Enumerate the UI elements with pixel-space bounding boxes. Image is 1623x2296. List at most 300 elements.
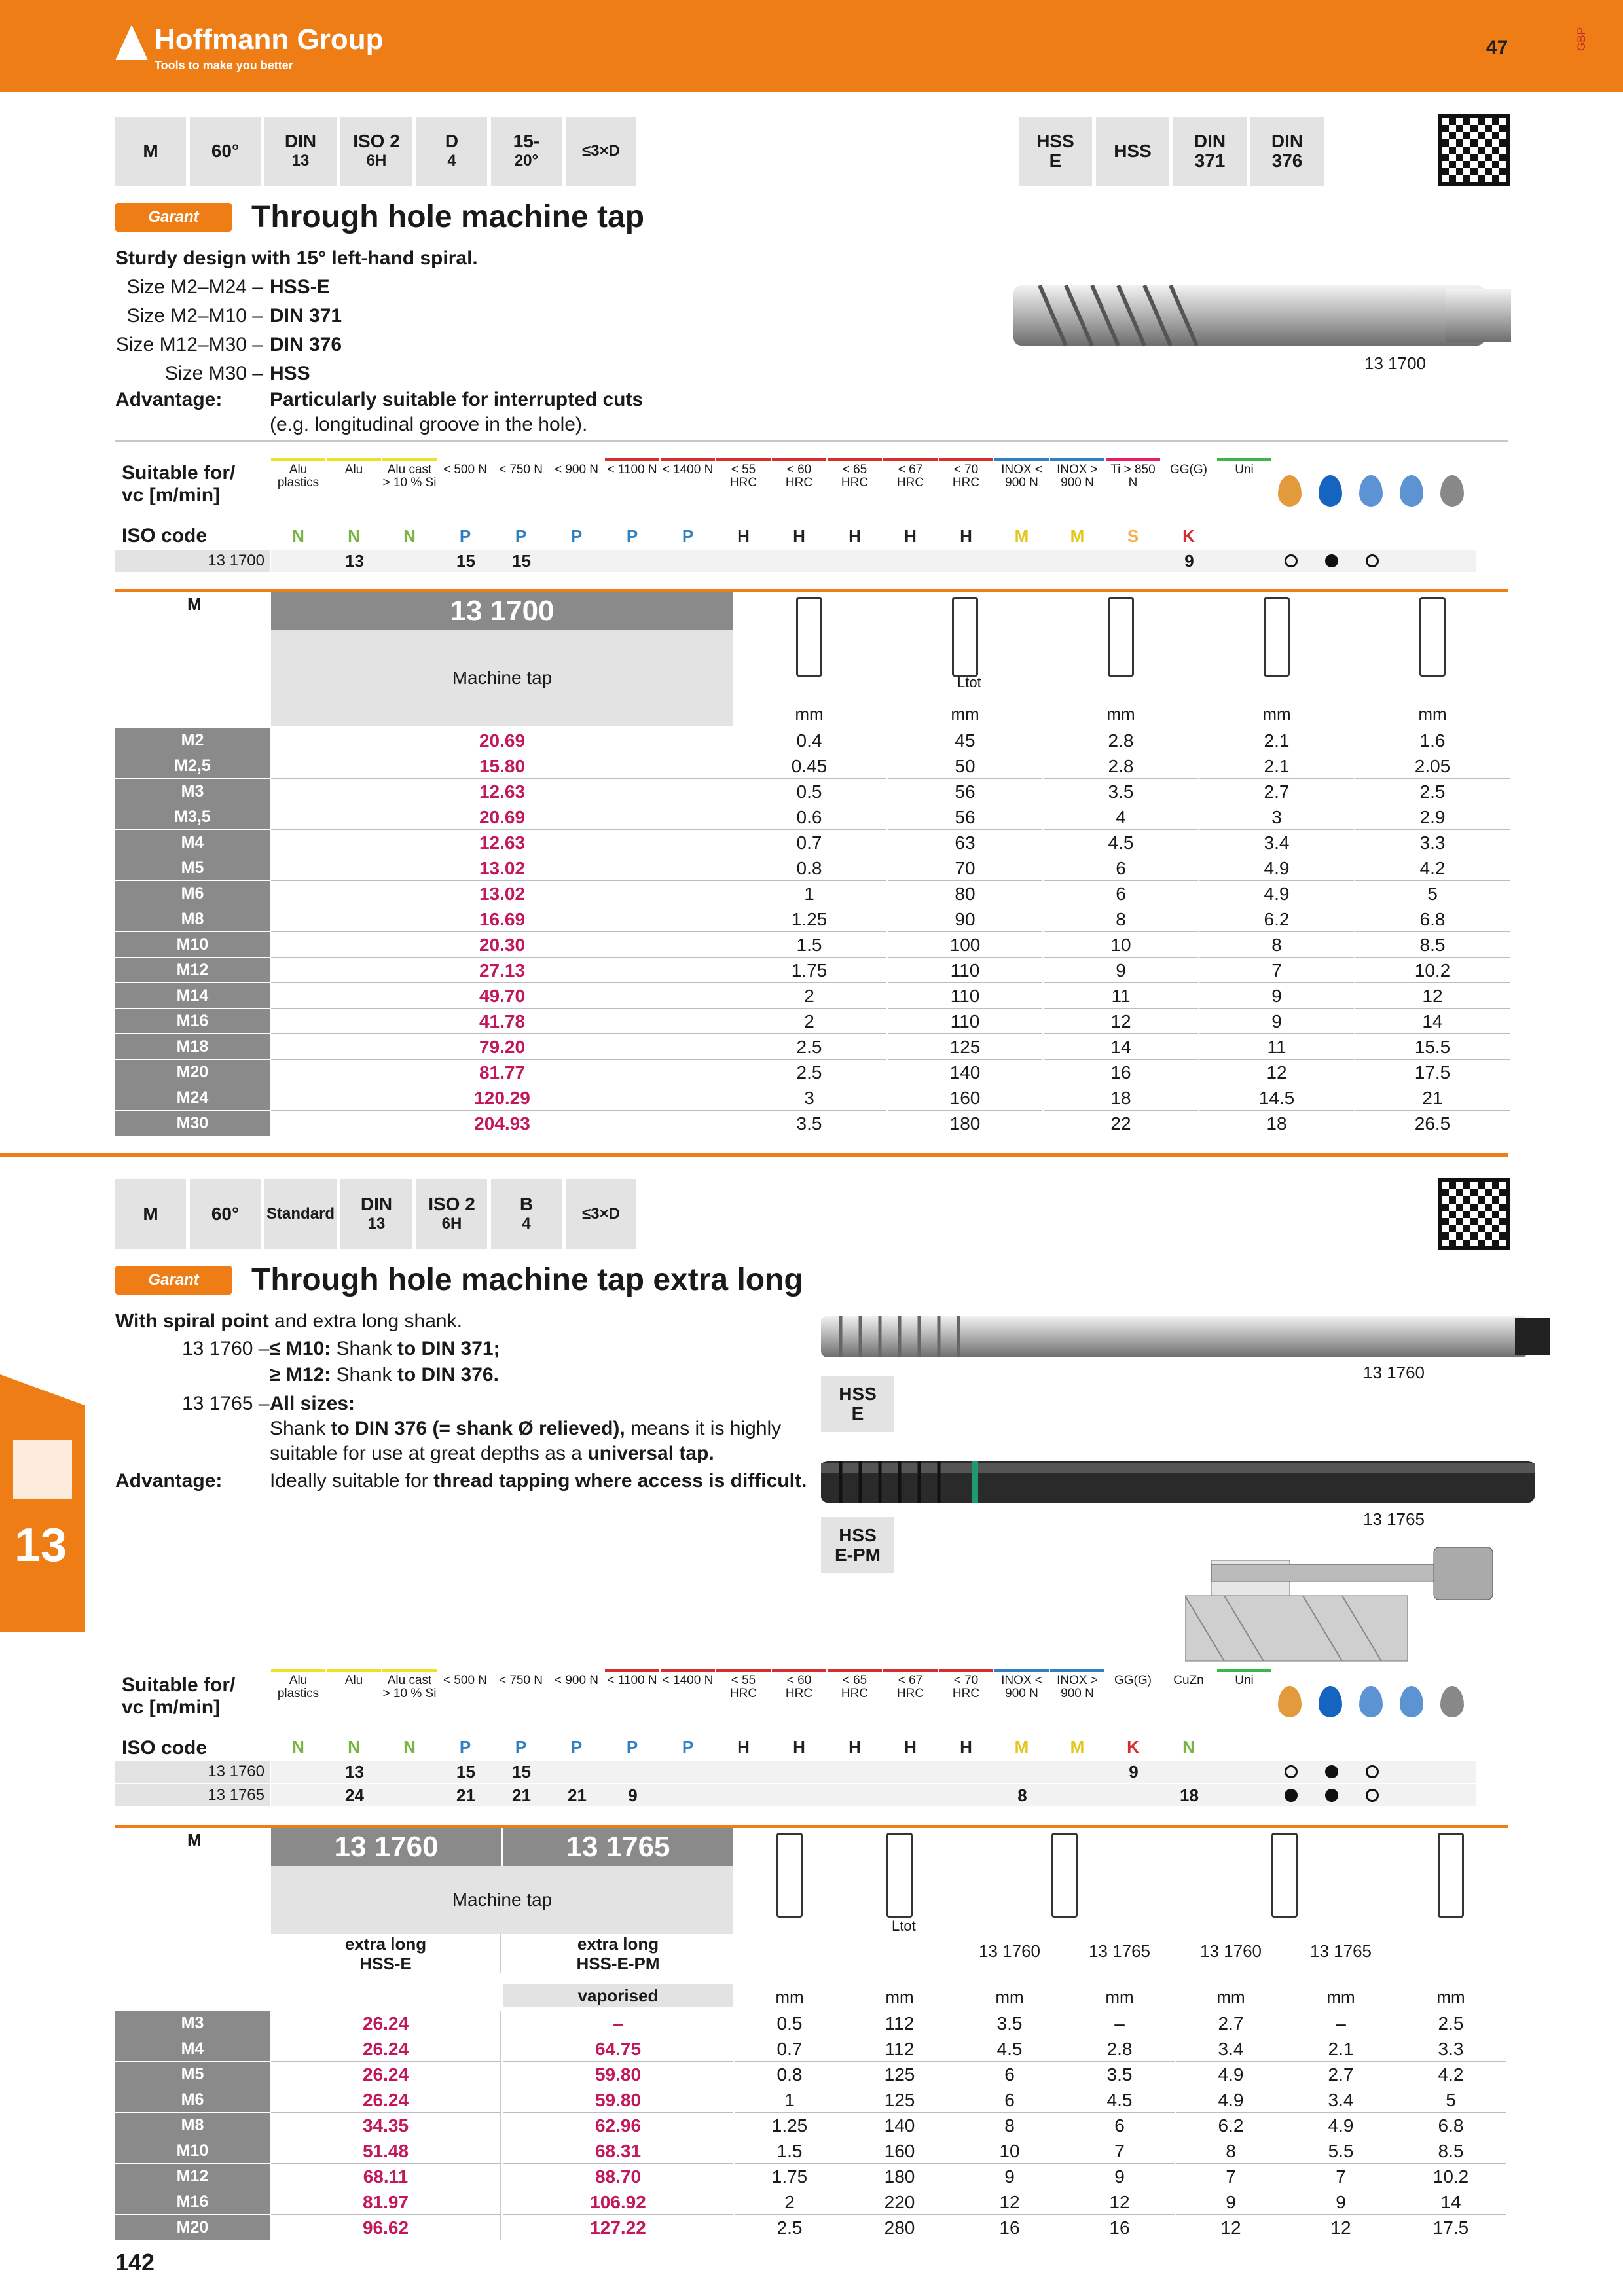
dimension-value: 2.5 <box>732 1060 886 1085</box>
dimension-value: 2.7 <box>1176 2011 1286 2036</box>
size-range: Size M2–M10 – <box>126 305 263 327</box>
dimension-value: 15.5 <box>1355 1034 1510 1060</box>
product-code: 13 1760 <box>115 1761 270 1783</box>
advantage-text-1: Particularly suitable for interrupted cuts <box>270 389 644 410</box>
advantage-text-2: Ideally suitable for thread tapping where access is difficult. <box>270 1470 807 1492</box>
size-spec: DIN 371 <box>270 305 342 327</box>
spec-symbol-top: 60° <box>211 141 240 161</box>
iso-code: P <box>515 526 527 546</box>
spec-symbol <box>566 1179 636 1249</box>
iso-code: N <box>403 526 416 546</box>
spec-symbol-top: ISO 2 <box>353 131 400 151</box>
price[interactable]: 120.29 <box>271 1085 733 1111</box>
iso-code: N <box>348 526 360 546</box>
dimension-value: 2.1 <box>1199 753 1354 779</box>
dimension-value: 12 <box>1176 2215 1286 2240</box>
drill-icon <box>13 1440 72 1499</box>
spec-symbol <box>115 117 186 186</box>
suitable-label-2: Suitable for/ vc [m/min] <box>122 1674 236 1718</box>
spec-symbol-top: DIN <box>360 1194 393 1214</box>
material-column-head: Uni <box>1217 463 1271 521</box>
code-line-1765: 13 1765 – <box>182 1393 270 1414</box>
dimension-value: 110 <box>888 958 1042 983</box>
dimension-value: 16 <box>1044 1060 1198 1085</box>
price-hss-e-pm[interactable]: 88.70 <box>503 2164 733 2189</box>
dimension-value: 26.5 <box>1355 1111 1510 1136</box>
dimension-value: 110 <box>888 1009 1042 1034</box>
material-column-head: CuZn <box>1161 1674 1216 1732</box>
brand-name: Hoffmann Group <box>155 24 384 56</box>
material-column-head: < 750 N <box>494 1674 548 1732</box>
dimension-value: 4.9 <box>1176 2062 1286 2087</box>
spec-symbol-top: 15- <box>513 131 540 151</box>
lubricant-dot <box>1366 554 1379 567</box>
size-label: M10 <box>115 2138 270 2164</box>
cutting-speed: 9 <box>1184 551 1194 571</box>
size-spec: HSS-E <box>270 276 330 298</box>
size-label: M5 <box>115 2062 270 2087</box>
lubricant-dot <box>1325 1765 1338 1778</box>
price[interactable]: 20.69 <box>271 728 733 753</box>
dimension-value: 12 <box>955 2189 1065 2215</box>
dimension-value: 0.4 <box>732 728 886 753</box>
spec-symbol-bottom: 6H <box>366 152 387 170</box>
mat-badge-hss-e: HSS E <box>821 1376 894 1432</box>
material-column-head: Ti > 850 N <box>1106 463 1160 521</box>
table-head-1: 13 1700 <box>271 592 733 630</box>
unit-label: mm <box>885 1987 914 2007</box>
spec-symbol-bottom: 4 <box>522 1215 531 1232</box>
material-color-bar <box>994 1669 1049 1672</box>
material-column-head: < 60 HRC <box>772 463 826 521</box>
iso-code: P <box>570 526 583 546</box>
dimension-value: 6 <box>955 2087 1065 2113</box>
dimension-value: 110 <box>888 983 1042 1009</box>
material-color-bar <box>939 458 993 461</box>
dimension-value: 6.2 <box>1199 906 1354 932</box>
dimension-value: 4.2 <box>1355 855 1510 881</box>
dimension-value: 11 <box>1199 1034 1354 1060</box>
dimension-value: 140 <box>845 2113 955 2138</box>
dimension-value: 2.1 <box>1199 728 1354 753</box>
air-icon <box>1440 1686 1464 1717</box>
material-column-head: < 1400 N <box>661 1674 715 1732</box>
iso-code: N <box>1182 1737 1195 1757</box>
material-color-bar <box>1050 458 1104 461</box>
dimension-value: 0.7 <box>735 2036 845 2062</box>
oil-drop-icon <box>1278 1686 1302 1717</box>
iso-code: H <box>904 526 917 546</box>
material-color-bar <box>271 458 325 461</box>
language-code: GBP <box>1575 27 1588 51</box>
material-column-head: INOX < 900 N <box>994 463 1049 521</box>
dimension-value: 16 <box>955 2215 1065 2240</box>
price[interactable]: 13.02 <box>271 855 733 881</box>
spec-symbol-top: 60° <box>211 1204 240 1224</box>
unit-label: mm <box>1262 704 1291 724</box>
iso-code: M <box>1070 526 1085 546</box>
spec-symbol <box>491 117 562 186</box>
price-hss-e[interactable]: 96.62 <box>271 2215 501 2240</box>
material-column-head: INOX > 900 N <box>1050 463 1104 521</box>
thread-pitch-icon <box>796 597 822 677</box>
material-badge: HSS E <box>1019 117 1092 186</box>
dimension-value: 1.6 <box>1355 728 1510 753</box>
size-spec: DIN 376 <box>270 334 342 355</box>
iso-label-2: ISO code <box>122 1737 208 1759</box>
dimension-value: 112 <box>845 2036 955 2062</box>
price[interactable]: 204.93 <box>271 1111 733 1136</box>
dimension-value: 3 <box>732 1085 886 1111</box>
dimension-value: 180 <box>845 2164 955 2189</box>
material-color-bar <box>605 1669 659 1672</box>
size-label: M4 <box>115 2036 270 2062</box>
spec-symbol-bottom: 6H <box>441 1215 462 1232</box>
size-label: M10 <box>115 932 270 958</box>
size-label: M2 <box>115 728 270 753</box>
dimension-value: 2.05 <box>1355 753 1510 779</box>
price-hss-e[interactable]: 81.97 <box>271 2189 501 2215</box>
dimension-value: 1.5 <box>732 932 886 958</box>
price-hss-e[interactable]: 68.11 <box>271 2164 501 2189</box>
dimension-value: 1.5 <box>735 2138 845 2164</box>
dimension-value: 3.3 <box>1355 830 1510 855</box>
price[interactable]: 81.77 <box>271 1060 733 1085</box>
material-color-bar <box>438 1669 492 1672</box>
iso-code: H <box>793 1737 805 1757</box>
price-hss-e-pm[interactable]: 59.80 <box>503 2087 733 2113</box>
dimension-value: 2 <box>732 983 886 1009</box>
shank-line: Shank to DIN 376 (= shank Ø relieved), means it is highly <box>270 1418 782 1439</box>
price-hss-e-pm[interactable]: 62.96 <box>503 2113 733 2138</box>
dimension-value: 4.5 <box>955 2036 1065 2062</box>
dimension-code: 13 1760 <box>979 1941 1040 1961</box>
material-color-bar <box>327 458 381 461</box>
dimension-value: 6 <box>1065 2113 1175 2138</box>
spec-symbol-bottom: Standard <box>266 1205 335 1223</box>
iso-code: P <box>570 1737 583 1757</box>
price-hss-e-pm[interactable]: – <box>503 2011 733 2036</box>
material-column-head: < 70 HRC <box>939 1674 993 1732</box>
dimension-value: 4.5 <box>1044 830 1198 855</box>
material-color-bar <box>661 1669 715 1672</box>
ltot-label: Ltot <box>957 674 981 691</box>
iso-code: H <box>960 526 972 546</box>
spec-symbol-bottom: 20° <box>514 152 539 170</box>
material-color-bar <box>1161 458 1216 461</box>
dimension-value: 8 <box>1044 906 1198 932</box>
material-color-bar <box>716 458 771 461</box>
dimension-value: 9 <box>1065 2164 1175 2189</box>
size-range: Size M30 – <box>164 363 263 384</box>
garant-badge-1: Garant <box>115 203 232 232</box>
cutting-speed: 9 <box>1129 1762 1139 1782</box>
material-color-bar <box>994 458 1049 461</box>
photo-code-1765: 13 1765 <box>1363 1509 1425 1529</box>
m12-line: ≥ M12: Shank to DIN 376. <box>270 1364 499 1386</box>
spec-symbol-bottom: ≤3×D <box>582 1205 620 1223</box>
price[interactable]: 15.80 <box>271 753 733 779</box>
dimension-value: 1.75 <box>735 2164 845 2189</box>
dimension-value: 0.8 <box>732 855 886 881</box>
price-hss-e[interactable]: 26.24 <box>271 2011 501 2036</box>
spec-symbol <box>190 1179 261 1249</box>
product-code: 13 1700 <box>115 550 270 572</box>
dry-icon <box>1400 475 1423 507</box>
material-color-bar <box>494 1669 548 1672</box>
price-hss-e[interactable]: 34.35 <box>271 2113 501 2138</box>
dimension-value: 0.6 <box>732 804 886 830</box>
sub-head-1: Machine tap <box>271 630 733 726</box>
dimension-value: 10.2 <box>1355 958 1510 983</box>
dimension-value: 4 <box>1044 804 1198 830</box>
thread-pitch-icon <box>776 1833 803 1918</box>
material-color-bar <box>549 458 604 461</box>
size-label: M20 <box>115 2215 270 2240</box>
size-label: M16 <box>115 2189 270 2215</box>
material-color-bar <box>271 1669 325 1672</box>
dimension-value: 2.7 <box>1199 779 1354 804</box>
dimension-value: 50 <box>888 753 1042 779</box>
size-label: M12 <box>115 2164 270 2189</box>
dimension-value: 45 <box>888 728 1042 753</box>
m10-line: ≤ M10: Shank to DIN 371; <box>270 1338 500 1359</box>
material-column-head: < 900 N <box>549 1674 604 1732</box>
iso-code: N <box>403 1737 416 1757</box>
dimension-value: 280 <box>845 2215 955 2240</box>
material-column-head: < 67 HRC <box>883 1674 938 1732</box>
price-hss-e[interactable]: 26.24 <box>271 2062 501 2087</box>
material-column-head: < 67 HRC <box>883 463 938 521</box>
price[interactable]: 20.30 <box>271 932 733 958</box>
dimension-value: 80 <box>888 881 1042 906</box>
tap-photo-1 <box>1013 268 1511 360</box>
dimension-value: 3.5 <box>955 2011 1065 2036</box>
material-column-head: < 55 HRC <box>716 1674 771 1732</box>
ltot-label: Ltot <box>892 1918 916 1934</box>
brand-tagline: Tools to make you better <box>155 59 293 72</box>
dimension-value: 6.8 <box>1396 2113 1506 2138</box>
header-page-number: 47 <box>1486 37 1508 58</box>
price-hss-e[interactable]: 26.24 <box>271 2087 501 2113</box>
dimension-value: 9 <box>1199 983 1354 1009</box>
size-range: Size M2–M24 – <box>126 276 263 298</box>
price-hss-e-pm[interactable]: 127.22 <box>503 2215 733 2240</box>
lubricant-dot <box>1366 1765 1379 1778</box>
vaporised-label: vaporised <box>503 1984 733 2007</box>
product-code: 13 1765 <box>115 1784 270 1806</box>
price-hss-e[interactable]: 51.48 <box>271 2138 501 2164</box>
dimension-value: 7 <box>1199 958 1354 983</box>
dimension-value: 1.75 <box>732 958 886 983</box>
material-column-head: Alu cast > 10 % Si <box>382 463 437 521</box>
material-column-head: GG(G) <box>1106 1674 1160 1732</box>
spec-symbol <box>491 1179 562 1249</box>
dimension-value: 2.5 <box>1396 2011 1506 2036</box>
code-line-1760: 13 1760 – <box>182 1338 270 1359</box>
material-color-bar <box>549 1669 604 1672</box>
spec-symbol-bottom: 13 <box>367 1215 386 1232</box>
material-column-head: Uni <box>1217 1674 1271 1732</box>
lubricant-dot <box>1325 554 1338 567</box>
dimension-value: 180 <box>888 1111 1042 1136</box>
iso-code: P <box>515 1737 527 1757</box>
dimension-value: 11 <box>1044 983 1198 1009</box>
price[interactable]: 20.69 <box>271 804 733 830</box>
material-color-bar <box>939 1669 993 1672</box>
size-label: M5 <box>115 855 270 881</box>
iso-code: M <box>1014 1737 1029 1757</box>
dimension-value: 12 <box>1286 2215 1396 2240</box>
spec-symbol <box>190 117 261 186</box>
material-column-head: < 65 HRC <box>828 1674 882 1732</box>
dimension-value: 1.25 <box>732 906 886 932</box>
material-color-bar <box>605 458 659 461</box>
price[interactable]: 49.70 <box>271 983 733 1009</box>
dimension-value: 18 <box>1199 1111 1354 1136</box>
dimension-value: 0.5 <box>735 2011 845 2036</box>
chapter-tab[interactable] <box>0 1374 85 1632</box>
price-hss-e-pm[interactable]: 59.80 <box>503 2062 733 2087</box>
dimension-value: 112 <box>845 2011 955 2036</box>
universal-line: suitable for use at great depths as a universal tap. <box>270 1443 714 1464</box>
size-label: M12 <box>115 958 270 983</box>
material-color-bar <box>1106 1669 1160 1672</box>
dimension-value: 160 <box>845 2138 955 2164</box>
advantage-note-1: (e.g. longitudinal groove in the hole). <box>270 414 588 435</box>
dimension-value: – <box>1286 2011 1396 2036</box>
unit-label: mm <box>1216 1987 1245 2007</box>
unit-label: mm <box>1436 1987 1465 2007</box>
price[interactable]: 79.20 <box>271 1034 733 1060</box>
unit-label: mm <box>995 1987 1024 2007</box>
iso-code: P <box>459 1737 471 1757</box>
price[interactable]: 27.13 <box>271 958 733 983</box>
oil-drop-icon <box>1278 475 1302 507</box>
material-column-head: INOX < 900 N <box>994 1674 1049 1732</box>
cutting-speed: 15 <box>512 1762 531 1782</box>
material-column-head: < 500 N <box>438 1674 492 1732</box>
dimension-value: 14 <box>1355 1009 1510 1034</box>
material-color-bar <box>772 458 826 461</box>
iso-code: K <box>1127 1737 1139 1757</box>
dimension-value: 4.9 <box>1199 855 1354 881</box>
cutting-speed: 15 <box>456 1762 475 1782</box>
iso-code: K <box>1182 526 1195 546</box>
material-column-head: Alu plastics <box>271 1674 325 1732</box>
lead-text-1: Sturdy design with 15° left-hand spiral. <box>115 247 478 269</box>
price-hss-e-pm[interactable]: 64.75 <box>503 2036 733 2062</box>
dimension-value: 6.2 <box>1176 2113 1286 2138</box>
qr-code-1[interactable] <box>1438 114 1510 186</box>
iso-code: S <box>1127 526 1139 546</box>
iso-code: H <box>737 1737 750 1757</box>
material-color-bar <box>1106 458 1160 461</box>
product-title-2: Through hole machine tap extra long <box>251 1263 803 1297</box>
dimension-value: 0.5 <box>732 779 886 804</box>
dimension-value: 3.4 <box>1286 2087 1396 2113</box>
material-color-bar <box>494 458 548 461</box>
dimension-value: 9 <box>1286 2189 1396 2215</box>
cutting-speed: 13 <box>345 551 364 571</box>
dimension-value: 220 <box>845 2189 955 2215</box>
cutting-speed: 15 <box>456 551 475 571</box>
material-column-head: GG(G) <box>1161 463 1216 521</box>
price[interactable]: 12.63 <box>271 830 733 855</box>
price-hss-e-pm[interactable]: 68.31 <box>503 2138 733 2164</box>
dimension-value: – <box>1065 2011 1175 2036</box>
dimension-value: 2.7 <box>1286 2062 1396 2087</box>
spray-icon <box>1359 475 1383 507</box>
spec-symbol <box>566 117 636 186</box>
spec-symbol <box>264 117 337 186</box>
dimension-value: 3 <box>1199 804 1354 830</box>
table-head-1760: 13 1760 <box>271 1828 501 1866</box>
material-color-bar <box>1050 1669 1104 1672</box>
total-length-icon <box>886 1833 913 1918</box>
lubricant-dot <box>1285 1789 1298 1802</box>
cutting-speed: 8 <box>1017 1785 1027 1805</box>
dimension-value: 2.8 <box>1044 728 1198 753</box>
material-color-bar <box>1161 1669 1216 1672</box>
iso-code: H <box>904 1737 917 1757</box>
mat-badge-hss-e-pm: HSS E-PM <box>821 1517 894 1573</box>
dimension-value: 5.5 <box>1286 2138 1396 2164</box>
price-hss-e[interactable]: 26.24 <box>271 2036 501 2062</box>
price[interactable]: 41.78 <box>271 1009 733 1034</box>
photo-code-1: 13 1700 <box>1364 353 1426 373</box>
dimension-value: 2 <box>735 2189 845 2215</box>
dimension-value: 0.8 <box>735 2062 845 2087</box>
iso-code: H <box>793 526 805 546</box>
material-column-head: < 55 HRC <box>716 463 771 521</box>
material-color-bar <box>716 1669 771 1672</box>
suitable-label-1: Suitable for/ vc [m/min] <box>122 462 236 506</box>
dimension-value: 9 <box>1044 958 1198 983</box>
material-column-head: Alu <box>327 1674 381 1732</box>
dimension-value: 8 <box>1176 2138 1286 2164</box>
dimension-value: 90 <box>888 906 1042 932</box>
size-label: M3 <box>115 2011 270 2036</box>
price[interactable]: 16.69 <box>271 906 733 932</box>
divider-1 <box>115 440 1508 442</box>
iso-code: H <box>960 1737 972 1757</box>
dimension-value: 8.5 <box>1396 2138 1506 2164</box>
material-color-bar <box>438 458 492 461</box>
spec-symbol-top: M <box>143 141 158 161</box>
dimension-value: 9 <box>955 2164 1065 2189</box>
unit-label: mm <box>795 704 824 724</box>
qr-code-2[interactable] <box>1438 1178 1510 1250</box>
price[interactable]: 12.63 <box>271 779 733 804</box>
dimension-value: 14 <box>1044 1034 1198 1060</box>
unit-label: mm <box>1106 704 1135 724</box>
material-color-bar <box>382 1669 437 1672</box>
dimension-value: 2.1 <box>1286 2036 1396 2062</box>
price[interactable]: 13.02 <box>271 881 733 906</box>
dimension-value: 2.5 <box>732 1034 886 1060</box>
material-color-bar <box>661 458 715 461</box>
m-label-1: M <box>187 594 202 614</box>
material-color-bar <box>1217 458 1271 461</box>
dimension-value: 125 <box>845 2087 955 2113</box>
price-hss-e-pm[interactable]: 106.92 <box>503 2189 733 2215</box>
dry-icon <box>1400 1686 1423 1717</box>
dimension-value: 100 <box>888 932 1042 958</box>
spec-symbol <box>340 1179 412 1249</box>
footer-page-number: 142 <box>115 2249 155 2276</box>
garant-badge-2: Garant <box>115 1266 232 1295</box>
